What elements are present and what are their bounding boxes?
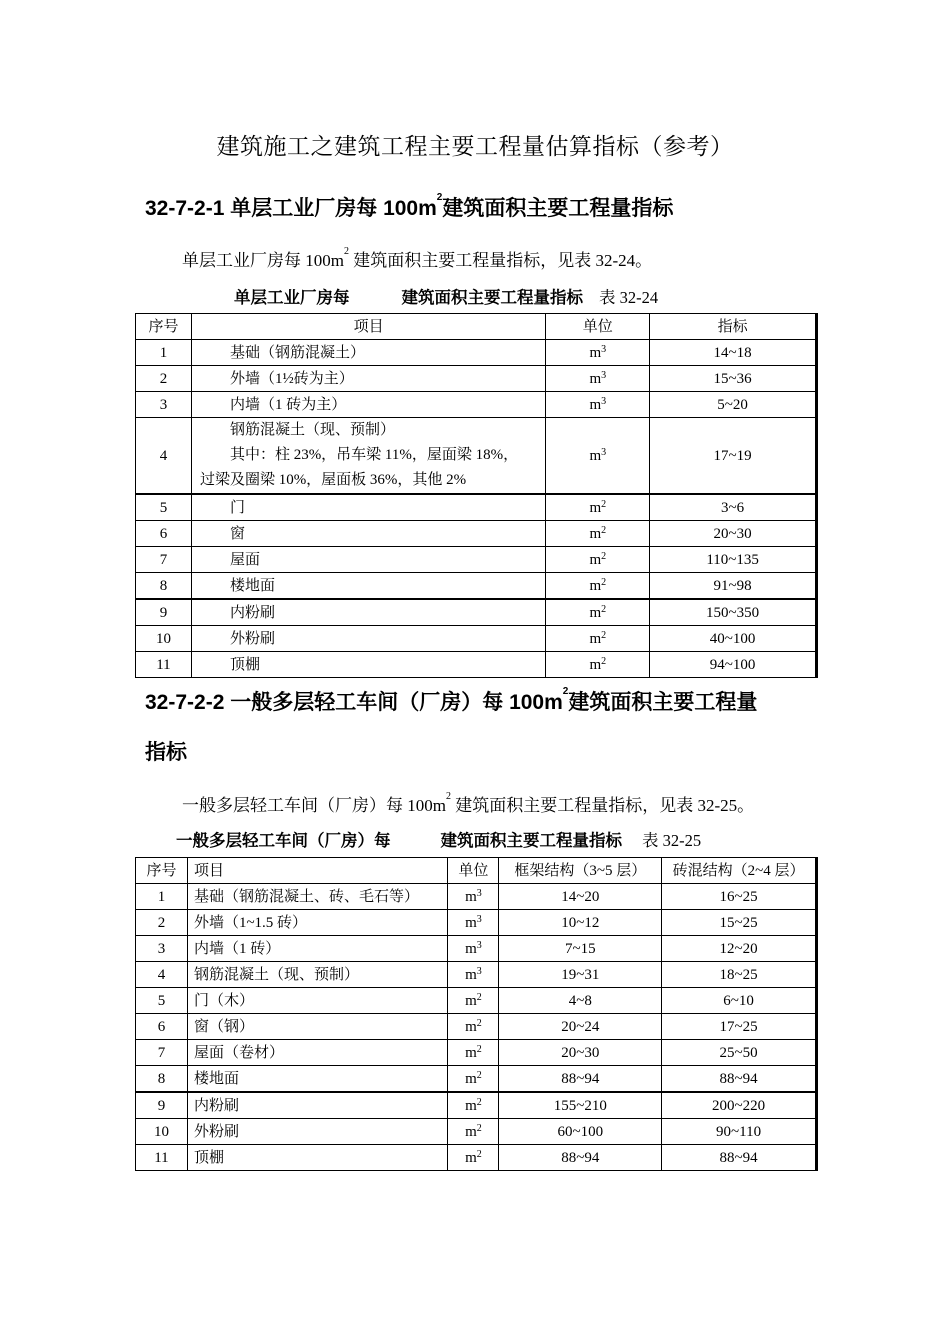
- unit-exponent: 2: [476, 1043, 482, 1055]
- unit-cell: [448, 1119, 499, 1145]
- section-1-heading-part: 建筑面积主要工程量指标: [442, 197, 674, 220]
- frame-structure-value: 7~15: [499, 936, 662, 962]
- unit-text: m: [589, 396, 602, 413]
- unit-text: m: [465, 940, 477, 957]
- item-text: 基础（钢筋混凝土）: [229, 344, 365, 361]
- unit-exponent: 3: [476, 887, 482, 899]
- unit-text: m: [465, 914, 477, 931]
- row-number: 6: [136, 1014, 188, 1040]
- row-number: 1: [136, 884, 188, 910]
- item-cell: 屋面（卷材）: [187, 1040, 448, 1066]
- item-text: 内墙（1 砖为主）: [229, 396, 347, 413]
- table-row: [136, 547, 816, 573]
- row-number: 6: [136, 521, 192, 547]
- table-row: [136, 936, 816, 962]
- unit-text: m: [465, 1070, 477, 1087]
- unit-cell: [546, 547, 650, 573]
- column-header: 单位: [448, 858, 499, 884]
- value-cell: 20~30: [650, 521, 816, 547]
- brick-structure-value: 88~94: [662, 1066, 816, 1093]
- unit-cell: [448, 988, 499, 1014]
- paragraph-text: 建筑面积主要工程量指标，见表 32-25。: [450, 796, 755, 815]
- column-header: 单位: [546, 314, 650, 340]
- superscript: 2: [562, 686, 569, 697]
- column-header: 指标: [650, 314, 816, 340]
- unit-cell: [448, 1145, 499, 1171]
- unit-text: m: [589, 344, 602, 361]
- frame-structure-value: 4~8: [499, 988, 662, 1014]
- table-32-24: [135, 313, 816, 678]
- unit-text: m: [465, 1018, 477, 1035]
- section-1-heading-part: 单层工业厂房每: [224, 197, 384, 220]
- item-cell: [191, 547, 545, 573]
- table-row: [136, 340, 816, 366]
- row-number: 7: [136, 547, 192, 573]
- column-header: 框架结构（3~5 层）: [499, 858, 662, 884]
- item-text: 屋面: [229, 551, 260, 568]
- unit-exponent: 2: [476, 1017, 482, 1029]
- table-32-25: [135, 857, 816, 1171]
- section-2-heading-part: 建筑面积主要工程量: [568, 691, 758, 714]
- unit-exponent: 2: [601, 576, 607, 588]
- unit-exponent: 2: [476, 1096, 482, 1108]
- item-line: 钢筋混凝土（现、预制）: [229, 422, 395, 438]
- column-header: 砖混结构（2~4 层）: [662, 858, 816, 884]
- unit-cell: [546, 573, 650, 600]
- item-cell: [191, 340, 545, 366]
- row-number: 1: [136, 340, 192, 366]
- unit-exponent: 2: [601, 498, 607, 510]
- row-number: 10: [136, 626, 192, 652]
- column-header: 序号: [136, 858, 188, 884]
- item-cell: [191, 392, 545, 418]
- item-cell: [191, 494, 545, 521]
- superscript: 2: [445, 791, 451, 802]
- item-text: 门: [229, 499, 245, 516]
- item-text: 外墙（1½砖为主）: [229, 370, 354, 387]
- unit-exponent: 2: [476, 1148, 482, 1160]
- unit-text: m: [465, 1044, 477, 1061]
- unit-exponent: 2: [476, 1069, 482, 1081]
- unit-text: m: [589, 370, 602, 387]
- unit-text: m: [589, 525, 602, 542]
- brick-structure-value: 16~25: [662, 884, 816, 910]
- table-row: [136, 418, 816, 495]
- unit-cell: [546, 392, 650, 418]
- column-header: 序号: [136, 314, 192, 340]
- item-cell: [191, 652, 545, 678]
- unit-exponent: 3: [601, 446, 607, 458]
- table-row: [136, 962, 816, 988]
- item-text: 楼地面: [229, 577, 275, 594]
- item-line: 其中：柱 23%，吊车梁 11%，屋面梁 18%，: [229, 447, 519, 463]
- caption-text: 建筑面积主要工程量指标: [401, 289, 583, 307]
- row-number: 4: [136, 962, 188, 988]
- frame-structure-value: 14~20: [499, 884, 662, 910]
- row-number: 10: [136, 1119, 188, 1145]
- frame-structure-value: 88~94: [499, 1145, 662, 1171]
- unit-exponent: 3: [476, 939, 482, 951]
- item-cell: [191, 521, 545, 547]
- unit-cell: [448, 884, 499, 910]
- value-cell: 5~20: [650, 392, 816, 418]
- table-row: [136, 1145, 816, 1171]
- item-cell: [191, 366, 545, 392]
- table-row: [136, 521, 816, 547]
- frame-structure-value: 155~210: [499, 1092, 662, 1119]
- section-2-heading-cont: 指标: [145, 741, 187, 764]
- caption-text: 建筑面积主要工程量指标: [440, 832, 622, 850]
- table-number: 表 32-24: [599, 288, 659, 307]
- value-cell: 14~18: [650, 340, 816, 366]
- unit-cell: [448, 1014, 499, 1040]
- row-number: 7: [136, 1040, 188, 1066]
- value-cell: 40~100: [650, 626, 816, 652]
- unit-cell: [546, 418, 650, 495]
- table-row: [136, 573, 816, 600]
- table-row: [136, 1014, 816, 1040]
- table-row: [136, 494, 816, 521]
- row-number: 5: [136, 988, 188, 1014]
- table-row: [136, 988, 816, 1014]
- unit-exponent: 2: [601, 524, 607, 536]
- section-1-heading-part: 100m: [383, 197, 437, 220]
- paragraph-text: 单层工业厂房每 100m: [182, 251, 344, 270]
- item-cell: 内墙（1 砖）: [187, 936, 448, 962]
- unit-exponent: 2: [476, 1122, 482, 1134]
- table-row: [136, 884, 816, 910]
- item-cell: [191, 573, 545, 600]
- unit-cell: [448, 1040, 499, 1066]
- table-32-24-caption: [234, 284, 658, 308]
- unit-exponent: 3: [601, 343, 607, 355]
- table-row: [136, 1066, 816, 1093]
- row-number: 4: [136, 418, 192, 495]
- unit-text: m: [465, 1097, 477, 1114]
- brick-structure-value: 6~10: [662, 988, 816, 1014]
- superscript: 2: [436, 192, 443, 203]
- value-cell: 91~98: [650, 573, 816, 600]
- unit-exponent: 3: [601, 369, 607, 381]
- frame-structure-value: 10~12: [499, 910, 662, 936]
- table-number: 表 32-25: [642, 831, 702, 850]
- unit-cell: [546, 340, 650, 366]
- item-text: 顶棚: [229, 656, 260, 673]
- unit-text: m: [589, 447, 602, 464]
- row-number: 2: [136, 366, 192, 392]
- row-number: 8: [136, 1066, 188, 1093]
- unit-cell: [448, 962, 499, 988]
- table-row: [136, 652, 816, 678]
- brick-structure-value: 18~25: [662, 962, 816, 988]
- table-row: [136, 626, 816, 652]
- frame-structure-value: 20~24: [499, 1014, 662, 1040]
- section-2-heading-part: 一般多层轻工车间（厂房）每: [224, 691, 510, 714]
- value-cell: 94~100: [650, 652, 816, 678]
- unit-exponent: 2: [601, 655, 607, 667]
- brick-structure-value: 12~20: [662, 936, 816, 962]
- row-number: 11: [136, 1145, 188, 1171]
- table-row: [136, 1040, 816, 1066]
- value-cell: 15~36: [650, 366, 816, 392]
- row-number: 9: [136, 1092, 188, 1119]
- unit-cell: [448, 1066, 499, 1093]
- unit-cell: [546, 521, 650, 547]
- unit-cell: [546, 599, 650, 626]
- unit-text: m: [589, 630, 602, 647]
- caption-text: 单层工业厂房每: [234, 289, 350, 307]
- unit-text: m: [465, 888, 477, 905]
- table-row: [136, 366, 816, 392]
- unit-exponent: 2: [476, 991, 482, 1003]
- unit-text: m: [589, 551, 602, 568]
- brick-structure-value: 90~110: [662, 1119, 816, 1145]
- unit-exponent: 2: [601, 629, 607, 641]
- unit-exponent: 3: [601, 395, 607, 407]
- unit-exponent: 2: [601, 603, 607, 615]
- row-number: 8: [136, 573, 192, 600]
- value-cell: 150~350: [650, 599, 816, 626]
- section-2-paragraph: [182, 791, 754, 816]
- unit-text: m: [589, 656, 602, 673]
- brick-structure-value: 17~25: [662, 1014, 816, 1040]
- value-cell: 3~6: [650, 494, 816, 521]
- item-cell: 门（木）: [187, 988, 448, 1014]
- paragraph-text: 一般多层轻工车间（厂房）每 100m: [182, 796, 446, 815]
- row-number: 5: [136, 494, 192, 521]
- unit-exponent: 2: [601, 550, 607, 562]
- row-number: 11: [136, 652, 192, 678]
- row-number: 2: [136, 910, 188, 936]
- item-cell: [191, 418, 545, 495]
- item-cell: 基础（钢筋混凝土、砖、毛石等）: [187, 884, 448, 910]
- column-header: 项目: [191, 314, 545, 340]
- unit-text: m: [589, 604, 602, 621]
- value-cell: 17~19: [650, 418, 816, 495]
- section-1-heading: [145, 192, 673, 222]
- unit-cell: [546, 626, 650, 652]
- table-row: [136, 1092, 816, 1119]
- unit-text: m: [465, 1149, 477, 1166]
- unit-cell: [448, 1092, 499, 1119]
- item-cell: [191, 626, 545, 652]
- paragraph-text: 建筑面积主要工程量指标，见表 32-24。: [348, 251, 653, 270]
- unit-text: m: [465, 1123, 477, 1140]
- item-cell: 楼地面: [187, 1066, 448, 1093]
- value-cell: 110~135: [650, 547, 816, 573]
- caption-text: 一般多层轻工车间（厂房）每: [176, 832, 391, 850]
- unit-cell: [546, 652, 650, 678]
- unit-text: m: [465, 992, 477, 1009]
- unit-exponent: 3: [476, 913, 482, 925]
- table-header-row: [136, 858, 816, 884]
- section-1-number: 32-7-2-1: [145, 197, 225, 220]
- unit-text: m: [589, 499, 602, 516]
- document-title: 建筑施工之建筑工程主要工程量估算指标（参考）: [216, 134, 734, 159]
- frame-structure-value: 60~100: [499, 1119, 662, 1145]
- table-header-row: [136, 314, 816, 340]
- item-text: 外粉刷: [229, 630, 275, 647]
- unit-cell: [546, 494, 650, 521]
- unit-cell: [546, 366, 650, 392]
- item-cell: 外粉刷: [187, 1119, 448, 1145]
- row-number: 3: [136, 936, 188, 962]
- brick-structure-value: 15~25: [662, 910, 816, 936]
- section-2-number: 32-7-2-2: [145, 691, 225, 714]
- item-cell: 内粉刷: [187, 1092, 448, 1119]
- table-row: [136, 1119, 816, 1145]
- item-cell: 顶棚: [187, 1145, 448, 1171]
- section-1-paragraph: [182, 246, 652, 271]
- item-line: 过梁及圈梁 10%，屋面板 36%，其他 2%: [199, 472, 467, 488]
- brick-structure-value: 88~94: [662, 1145, 816, 1171]
- frame-structure-value: 88~94: [499, 1066, 662, 1093]
- item-text: 窗: [229, 525, 245, 542]
- unit-text: m: [589, 577, 602, 594]
- item-cell: 外墙（1~1.5 砖）: [187, 910, 448, 936]
- unit-text: m: [465, 966, 477, 983]
- unit-exponent: 3: [476, 965, 482, 977]
- brick-structure-value: 200~220: [662, 1092, 816, 1119]
- section-2-heading-part: 100m: [509, 691, 563, 714]
- table-32-25-caption: [176, 827, 701, 851]
- item-cell: 钢筋混凝土（现、预制）: [187, 962, 448, 988]
- table-row: [136, 392, 816, 418]
- section-2-heading: [145, 686, 757, 716]
- unit-cell: [448, 936, 499, 962]
- superscript: 2: [343, 246, 349, 257]
- table-row: [136, 599, 816, 626]
- row-number: 9: [136, 599, 192, 626]
- frame-structure-value: 20~30: [499, 1040, 662, 1066]
- item-cell: 窗（钢）: [187, 1014, 448, 1040]
- brick-structure-value: 25~50: [662, 1040, 816, 1066]
- column-header: 项目: [187, 858, 448, 884]
- item-cell: [191, 599, 545, 626]
- frame-structure-value: 19~31: [499, 962, 662, 988]
- row-number: 3: [136, 392, 192, 418]
- unit-cell: [448, 910, 499, 936]
- item-text: 内粉刷: [229, 604, 275, 621]
- table-row: [136, 910, 816, 936]
